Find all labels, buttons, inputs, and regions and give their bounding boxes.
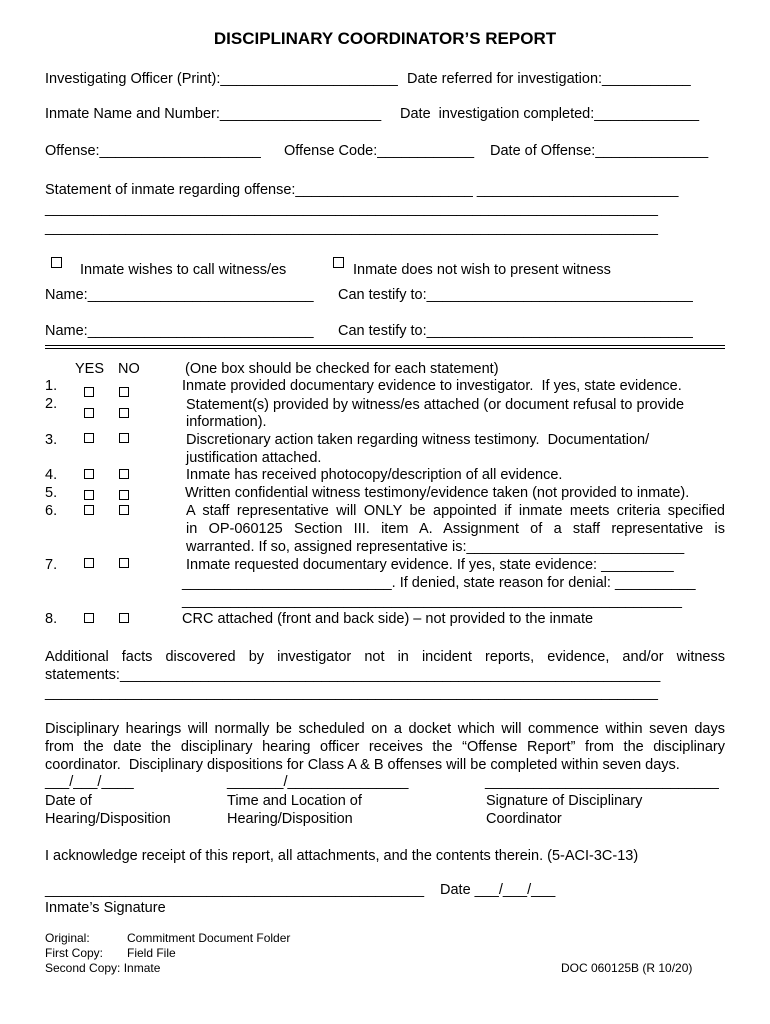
item-3-no-checkbox[interactable]	[119, 433, 129, 443]
coordinator-signature-field[interactable]: _____________________________	[485, 774, 719, 790]
inmate-signature-field[interactable]: _______________________________________________	[45, 882, 425, 898]
date-referred-field[interactable]: Date referred for investigation:___________	[407, 71, 691, 87]
hearing-time-location-field[interactable]: _______/_______________	[227, 774, 409, 790]
date-investigation-completed-field[interactable]: Date investigation completed:_____________	[400, 106, 700, 122]
item-7-text-line-2[interactable]: __________________________. If denied, state reason for denial: __________	[182, 575, 696, 591]
item-3-yes-checkbox[interactable]	[84, 433, 94, 443]
item-number: 5.	[45, 485, 58, 501]
item-3-text-line-2: justification attached.	[186, 450, 322, 466]
item-number: 7.	[45, 557, 58, 573]
item-5-text: Written confidential witness testimony/evidence taken (not provided to inmate).	[185, 485, 690, 501]
hearing-date-field[interactable]: ___/___/____	[45, 774, 134, 790]
checklist-instruction: (One box should be checked for each statement)	[185, 361, 499, 377]
inmate-statement-field[interactable]: Statement of inmate regarding offense:______________________ _________________________	[45, 182, 679, 198]
item-7-no-checkbox[interactable]	[119, 558, 129, 568]
item-2-yes-checkbox[interactable]	[84, 408, 94, 418]
inmate-signature-label: Inmate’s Signature	[45, 900, 166, 916]
item-5-no-checkbox[interactable]	[119, 490, 129, 500]
item-8-yes-checkbox[interactable]	[84, 613, 94, 623]
inmate-name-number-field[interactable]: Inmate Name and Number:____________________	[45, 106, 382, 122]
time-location-label-2: Hearing/Disposition	[227, 811, 353, 827]
item-7-yes-checkbox[interactable]	[84, 558, 94, 568]
offense-code-field[interactable]: Offense Code:____________	[284, 143, 475, 159]
hearing-paragraph-line-3: coordinator. Disciplinary dispositions for Class A & B offenses will be completed within seven days.	[45, 757, 680, 773]
statement-line-2[interactable]: ____________________________________________________________________________	[45, 201, 658, 217]
item-1-no-checkbox[interactable]	[119, 387, 129, 397]
hearing-paragraph-line-1: Disciplinary hearings will normally be scheduled on a docket which will commence within seven days	[45, 721, 725, 737]
item-3-text-line-1: Discretionary action taken regarding witness testimony. Documentation/	[186, 432, 650, 448]
additional-facts-field[interactable]: statements:___________________________________________________________________	[45, 667, 661, 683]
item-2-text-line-2: information).	[186, 414, 267, 430]
witness-name-2-field[interactable]: Name:____________________________	[45, 323, 314, 339]
item-1-yes-checkbox[interactable]	[84, 387, 94, 397]
divider-top	[45, 345, 725, 346]
second-copy-label: Second Copy: Inmate	[45, 961, 161, 975]
witness-name-1-field[interactable]: Name:____________________________	[45, 287, 314, 303]
item-8-text: CRC attached (front and back side) – not provided to the inmate	[182, 611, 594, 627]
divider-bottom	[45, 348, 725, 349]
item-7-text-line-3[interactable]: ______________________________________________________________	[182, 593, 682, 609]
offense-field[interactable]: Offense:____________________	[45, 143, 261, 159]
first-copy-value: Field File	[127, 946, 176, 960]
item-7-text-line-1[interactable]: Inmate requested documentary evidence. If yes, state evidence: _________	[186, 557, 674, 573]
item-2-no-checkbox[interactable]	[119, 408, 129, 418]
original-copy-value: Commitment Document Folder	[127, 931, 291, 945]
statement-line-3[interactable]: ____________________________________________________________________________	[45, 220, 658, 236]
coordinator-signature-label-1: Signature of Disciplinary	[486, 793, 643, 809]
hearing-date-label-1: Date of	[45, 793, 92, 809]
investigating-officer-field[interactable]: Investigating Officer (Print):______________________	[45, 71, 398, 87]
form-number: DOC 060125B (R 10/20)	[561, 961, 693, 975]
date-of-offense-field[interactable]: Date of Offense:______________	[490, 143, 709, 159]
item-number: 6.	[45, 503, 58, 519]
no-column-header: NO	[118, 361, 140, 377]
yes-column-header: YES	[75, 361, 105, 377]
item-number: 2.	[45, 396, 58, 412]
item-2-text-line-1: Statement(s) provided by witness/es attached (or document refusal to provide	[186, 397, 685, 413]
call-witness-label: Inmate wishes to call witness/es	[80, 262, 287, 278]
item-4-yes-checkbox[interactable]	[84, 469, 94, 479]
hearing-date-label-2: Hearing/Disposition	[45, 811, 171, 827]
item-1-text: Inmate provided documentary evidence to investigator. If yes, state evidence.	[182, 378, 682, 394]
page-title: DISCIPLINARY COORDINATOR’S REPORT	[213, 29, 557, 48]
item-6-yes-checkbox[interactable]	[84, 505, 94, 515]
item-6-text-line-1: A staff representative will ONLY be appointed if inmate meets criteria specified	[186, 503, 725, 519]
item-number: 8.	[45, 611, 58, 627]
acknowledgement-text: I acknowledge receipt of this report, all attachments, and the contents therein. (5-ACI-3C-13)	[45, 848, 639, 864]
item-4-no-checkbox[interactable]	[119, 469, 129, 479]
item-6-text-line-2: in OP-060125 Section III. item A. Assignment of a staff representative is	[186, 521, 725, 537]
item-number: 1.	[45, 378, 58, 394]
coordinator-signature-label-2: Coordinator	[486, 811, 562, 827]
witness-testify-1-field[interactable]: Can testify to:_________________________________	[338, 287, 693, 303]
first-copy-label: First Copy:	[45, 946, 104, 960]
witness-testify-2-field[interactable]: Can testify to:_________________________________	[338, 323, 693, 339]
item-number: 3.	[45, 432, 58, 448]
no-witness-checkbox[interactable]	[333, 257, 344, 268]
item-6-representative-field[interactable]: warranted. If so, assigned representative is:___________________________	[186, 539, 685, 555]
original-copy-label: Original:	[45, 931, 90, 945]
no-witness-label: Inmate does not wish to present witness	[353, 262, 611, 278]
item-number: 4.	[45, 467, 58, 483]
item-4-text: Inmate has received photocopy/description of all evidence.	[186, 467, 563, 483]
item-8-no-checkbox[interactable]	[119, 613, 129, 623]
inmate-signature-date-field[interactable]: Date ___/___/___	[440, 882, 556, 898]
item-5-yes-checkbox[interactable]	[84, 490, 94, 500]
item-6-no-checkbox[interactable]	[119, 505, 129, 515]
additional-facts-line-3[interactable]: ____________________________________________________________________________	[45, 685, 658, 701]
hearing-paragraph-line-2: from the date the disciplinary hearing officer receives the “Offense Report” from the disciplinary	[45, 739, 725, 755]
additional-facts-label: Additional facts discovered by investigator not in incident reports, evidence, and/or witness	[45, 649, 725, 665]
call-witness-checkbox[interactable]	[51, 257, 62, 268]
time-location-label-1: Time and Location of	[227, 793, 362, 809]
